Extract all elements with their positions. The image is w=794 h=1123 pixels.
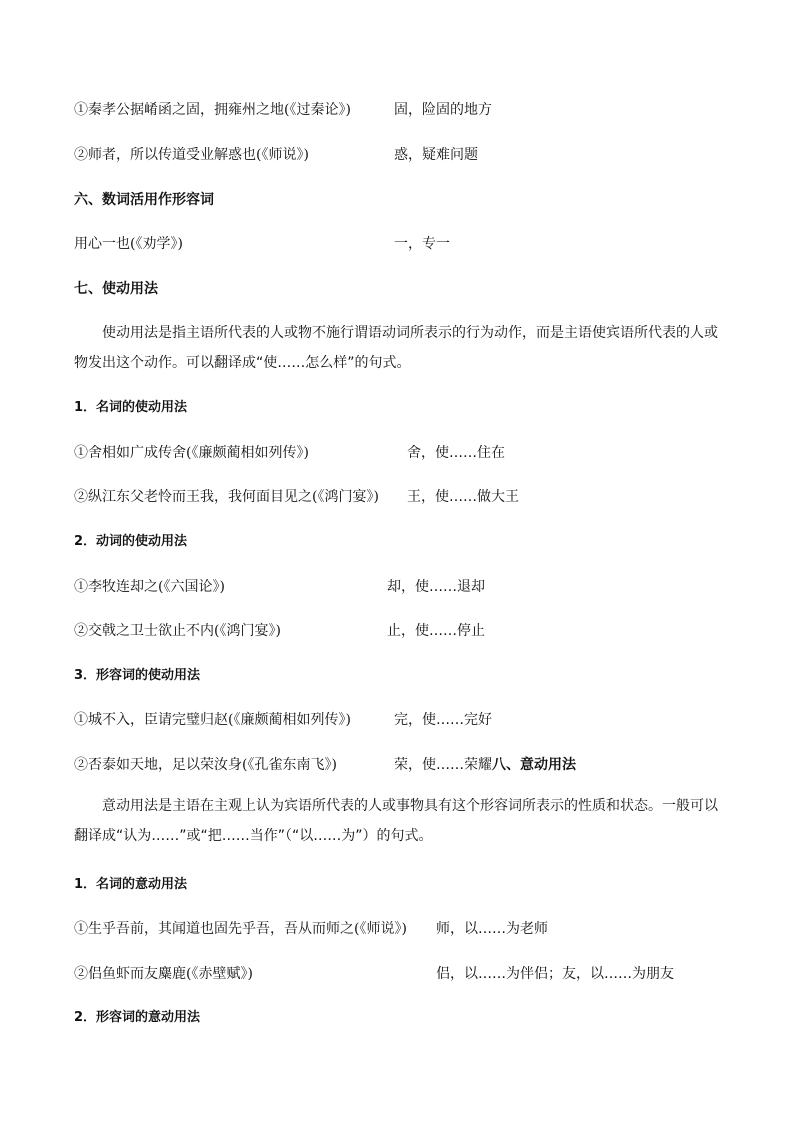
example-text: ②纵江东父老怜而王我，我何面目见之(《鸿门宴》) xyxy=(74,489,379,505)
gloss-with-inline-heading xyxy=(394,755,576,775)
gloss-text: 一，专一 xyxy=(394,236,450,252)
example-line xyxy=(74,100,351,120)
example-text: ①生乎吾前，其闻道也固先乎吾，吾从而师之(《师说》) xyxy=(74,921,407,937)
subsection-heading: 1．名词的意动用法 xyxy=(74,877,188,892)
gloss-text: 荣，使……荣耀 xyxy=(394,757,492,773)
subsection-heading: 2．形容词的意动用法 xyxy=(74,1010,201,1025)
example-line xyxy=(74,577,225,597)
gloss-text: 惑，疑难问题 xyxy=(394,147,478,163)
section-description: 使动用法是指主语所代表的人或物不施行谓语动词所表示的行为动作，而是主语使宾语所代表的人或物发出这个动作。可以翻译成“使……怎么样”的句式。 xyxy=(74,325,718,371)
example-text: ①李牧连却之(《六国论》) xyxy=(74,579,225,595)
gloss-text: 止，使……停止 xyxy=(387,623,485,639)
gloss-text: 师，以……为老师 xyxy=(436,921,548,937)
example-line xyxy=(74,919,407,939)
gloss-text: 固，险固的地方 xyxy=(394,102,492,118)
subsection-heading: 3．形容词的使动用法 xyxy=(74,668,201,683)
example-text: ①城不入，臣请完璧归赵(《廉颇蔺相如列传》) xyxy=(74,712,351,728)
section-heading: 八、意动用法 xyxy=(492,757,576,773)
example-text: 用心一也(《劝学》) xyxy=(74,236,183,252)
example-line xyxy=(74,145,309,165)
subsection-heading: 2．动词的使动用法 xyxy=(74,534,188,549)
example-line xyxy=(74,621,281,641)
gloss-text: 舍，使……住在 xyxy=(407,445,505,461)
section-description: 意动用法是主语在主观上认为宾语所代表的人或事物具有这个形容词所表示的性质和状态。一般可以翻译成“认为……”或“把……当作”（“以……为”）的句式。 xyxy=(74,798,718,844)
example-line xyxy=(74,755,337,775)
section-heading: 七、使动用法 xyxy=(74,281,158,297)
example-line xyxy=(74,443,309,463)
example-text: ②交戟之卫士欲止不内(《鸿门宴》) xyxy=(74,623,281,639)
gloss-text: 却，使……退却 xyxy=(387,579,485,595)
section-heading: 六、数词活用作形容词 xyxy=(74,192,214,208)
gloss-text: 侣，以……为伴侣；友，以……为朋友 xyxy=(436,966,674,982)
example-text: ②否泰如天地，足以荣汝身(《孔雀东南飞》) xyxy=(74,757,337,773)
example-line xyxy=(74,487,379,507)
example-line xyxy=(74,964,253,984)
example-text: ①秦孝公据崤函之固，拥雍州之地(《过秦论》) xyxy=(74,102,351,118)
example-text: ①舍相如广成传舍(《廉颇蔺相如列传》) xyxy=(74,445,309,461)
example-text: ②侣鱼虾而友麋鹿(《赤壁赋》) xyxy=(74,966,253,982)
subsection-heading: 1．名词的使动用法 xyxy=(74,400,188,415)
gloss-text: 王，使……做大王 xyxy=(407,489,519,505)
gloss-text: 完，使……完好 xyxy=(394,712,492,728)
example-text: ②师者，所以传道受业解惑也(《师说》) xyxy=(74,147,309,163)
example-line xyxy=(74,710,351,730)
example-line xyxy=(74,234,183,254)
